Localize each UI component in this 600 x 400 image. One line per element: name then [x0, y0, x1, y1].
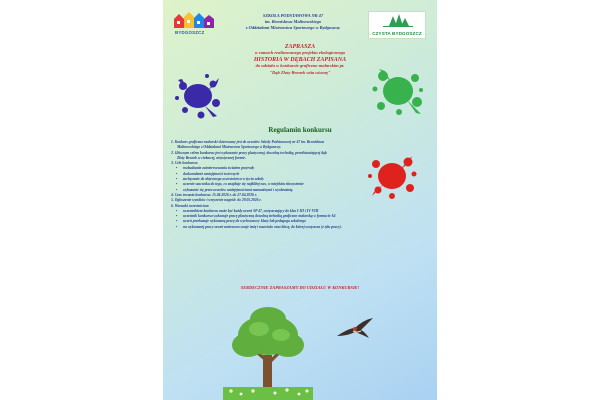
blue-paint-splash-icon: [173, 70, 223, 122]
contest-name: "Dąb Złoty Bronek wita wiosnę": [269, 69, 331, 75]
bydgoszcz-logo: [172, 10, 216, 36]
houses-icon: [172, 10, 216, 30]
invite-line-1: w ramach realizowanego projektu ekologicznego: [254, 50, 346, 56]
rule-1: 1. Konkurs graficzno-malarski skierowany jest do uczniów Szkoły Podstawowej nr 47 im. Bronisława: [171, 140, 325, 144]
oak-tree-icon: [223, 305, 313, 400]
school-patron: im. Bronisława Malinowskiego: [264, 19, 322, 24]
invite-heading: ZAPRASZA: [284, 44, 316, 50]
rule-3: 3. Cele konkursu:: [171, 161, 199, 166]
czysta-bydgoszcz-text: CZYSTA BYDGOSZCZ: [372, 31, 422, 36]
rule-2-cont: Złoty Bronek w ciekawej, artystycznej formie.: [177, 155, 246, 160]
condition-item: • uczeń przekazuje wykonaną pracę do wychowawcy klasy lub pedagoga szkolnego: [171, 219, 401, 224]
bydgoszcz-logo-text: BYDGOSZCZ: [175, 30, 205, 35]
rule-6: 6. Warunki uczestnictwa:: [171, 203, 210, 208]
invite-line-2: do udziału w konkursie graficzno-malarskim pt.: [255, 63, 345, 69]
rule-4: 4. Czas trwania konkursu: 15.04.2026 r. do 27.04.2026 r.: [171, 192, 257, 197]
condition-item: • na wykonanej pracy uczeń umieszcza swoje imię i nazwisko oraz klasę, do której uczęszcza (z tyłu pracy).: [171, 225, 401, 230]
swallow-bird-icon: [335, 316, 375, 340]
goal-item: • rozbudzanie zainteresowania światem przyrody: [171, 166, 401, 171]
czysta-bydgoszcz-logo: [368, 11, 426, 39]
goal-item: • wykazanie się przez uczniów umiejętnościami manualnymi i wyobraźnią.: [171, 188, 401, 193]
school-header: [218, 13, 368, 31]
project-name: HISTORIA W DĘBACH ZAPISANA: [253, 56, 347, 63]
rule-2: 2. Głównym celem konkursu jest wykonanie pracy plastycznej, dowolną techniką, przedstawiającej dąb: [171, 150, 327, 155]
green-paint-splash-icon: [371, 64, 425, 118]
regulations-title: Regulamin konkursu: [268, 126, 332, 134]
trees-icon: [369, 12, 425, 30]
contest-poster: [163, 0, 437, 400]
school-division: z Oddziałami Mistrzostwa Sportowego w Bydgoszczy: [245, 25, 341, 30]
rule-1-cont: Malinowskiego z Oddziałami Mistrzostwa Sportowego w Bydgoszczy.: [177, 145, 282, 150]
condition-item: • uczestnik konkursu wykonuje pracę plastyczną dowolną techniką graficzno-malarską w formacie A4: [171, 214, 401, 219]
goal-item: • zachęcanie do aktywnego uczestnictwa w życiu szkoły: [171, 177, 401, 182]
closing-invitation: SERDECZNIE ZAPRASZAMY DO UDZIAŁU W KONKURSIE!: [240, 285, 360, 290]
school-name: SZKOŁA PODSTAWOWA NR 47: [262, 13, 324, 18]
goal-item: • uczenie szacunku do tego, co znajduje się najbliżej nas, w miejskim ekosystemie: [171, 182, 401, 187]
rule-5: 5. Ogłoszenie wyników i wręczenie nagród: do 29.05.2026 r.: [171, 198, 262, 203]
goal-item: • doskonalenie umiejętności twórczych: [171, 172, 401, 177]
condition-item: • uczestnikiem konkursu może być każdy uczeń SP 47, uczęszczający do klas I-III i IV-VIII: [171, 209, 401, 214]
rules-list: [171, 140, 401, 230]
